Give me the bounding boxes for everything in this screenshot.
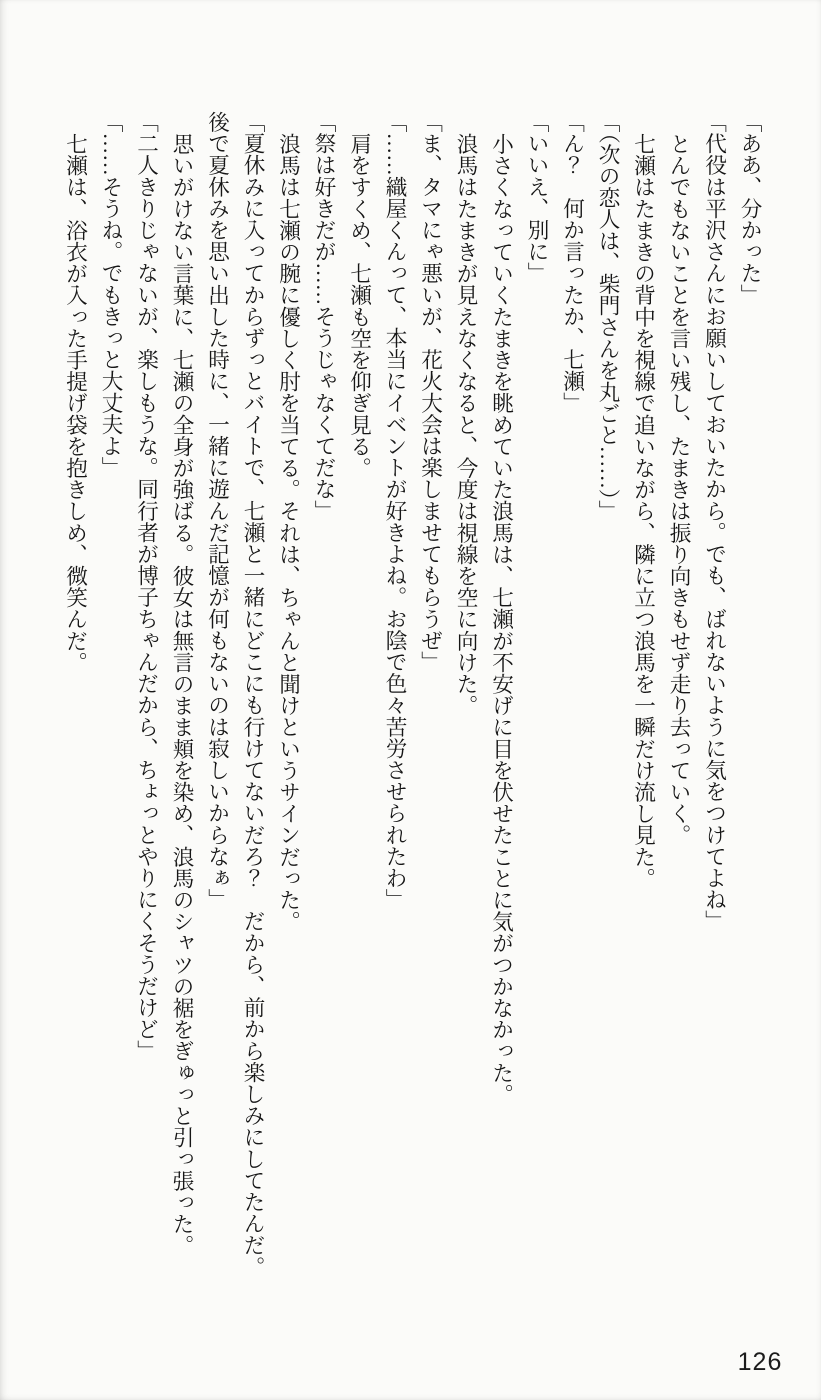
text-line: 「夏休みに入ってからずっとバイトで、七瀬と一緒にどこにも行けてないだろ？ だから、前から楽しみにしてたんだ。 (241, 111, 265, 1278)
text-line: 「二人きりじゃないが、楽しもうな。同行者が博子ちゃんだから、ちょっとやりにくそうだけど」 (134, 111, 159, 1062)
text-line: 七瀬はたまきの背中を視線で追いながら、隣に立つ浪馬を一瞬だけ流し見た。 (631, 132, 656, 889)
text-line: 後で夏休みを思い出した時に、一緒に遊んだ記憶が何もないのは寂しいからなぁ」 (205, 111, 230, 911)
text-line: 思いがけない言葉に、七瀬の全身が強ばる。彼女は無言のまま頬を染め、浪馬のシャツの裾をぎゅっと引っ張った。 (170, 132, 194, 1256)
text-line: 浪馬は七瀬の腕に優しく肘を当てる。それは、ちゃんと聞けというサインだった。 (276, 132, 301, 932)
text-line: 「……そうね。でもきっと大丈夫よ」 (99, 111, 123, 479)
text-line: 「（次の恋人は、柴門さんを丸ごと……）」 (596, 111, 620, 522)
text-line: 「ん？ 何か言ったか、七瀬」 (560, 111, 585, 414)
text-line: 「ま、タマにゃ悪いが、花火大会は楽しませてもらうぜ」 (418, 111, 443, 673)
text-columns (57, 111, 767, 1301)
text-line: 「祭は好きだが……そうじゃなくてだな」 (312, 111, 336, 522)
text-line: 「ああ、分かった」 (738, 111, 762, 306)
text-line: 肩をすくめ、七瀬も空を仰ぎ見る。 (347, 132, 372, 479)
text-line: 「……織屋くんって、本当にイベントが好きよね。お陰で色々苦労させられたわ」 (383, 111, 407, 911)
text-line: 「いいえ、別に」 (525, 111, 549, 284)
text-line: 浪馬はたまきが見えなくなると、今度は視線を空に向けた。 (454, 132, 478, 716)
text-line: 七瀬は、浴衣が入った手提げ袋を抱きしめ、微笑んだ。 (63, 132, 88, 673)
page-number: 126 (737, 1348, 783, 1376)
text-line: 「代役は平沢さんにお願いしておいたから。でも、ばれないように気をつけてよね」 (702, 111, 727, 932)
text-line: 小さくなっていくたまきを眺めていた浪馬は、七瀬が不安げに目を伏せたことに気がつかなかった。 (489, 132, 514, 1105)
text-line: とんでもないことを言い残し、たまきは振り向きもせず走り去っていく。 (667, 132, 691, 846)
